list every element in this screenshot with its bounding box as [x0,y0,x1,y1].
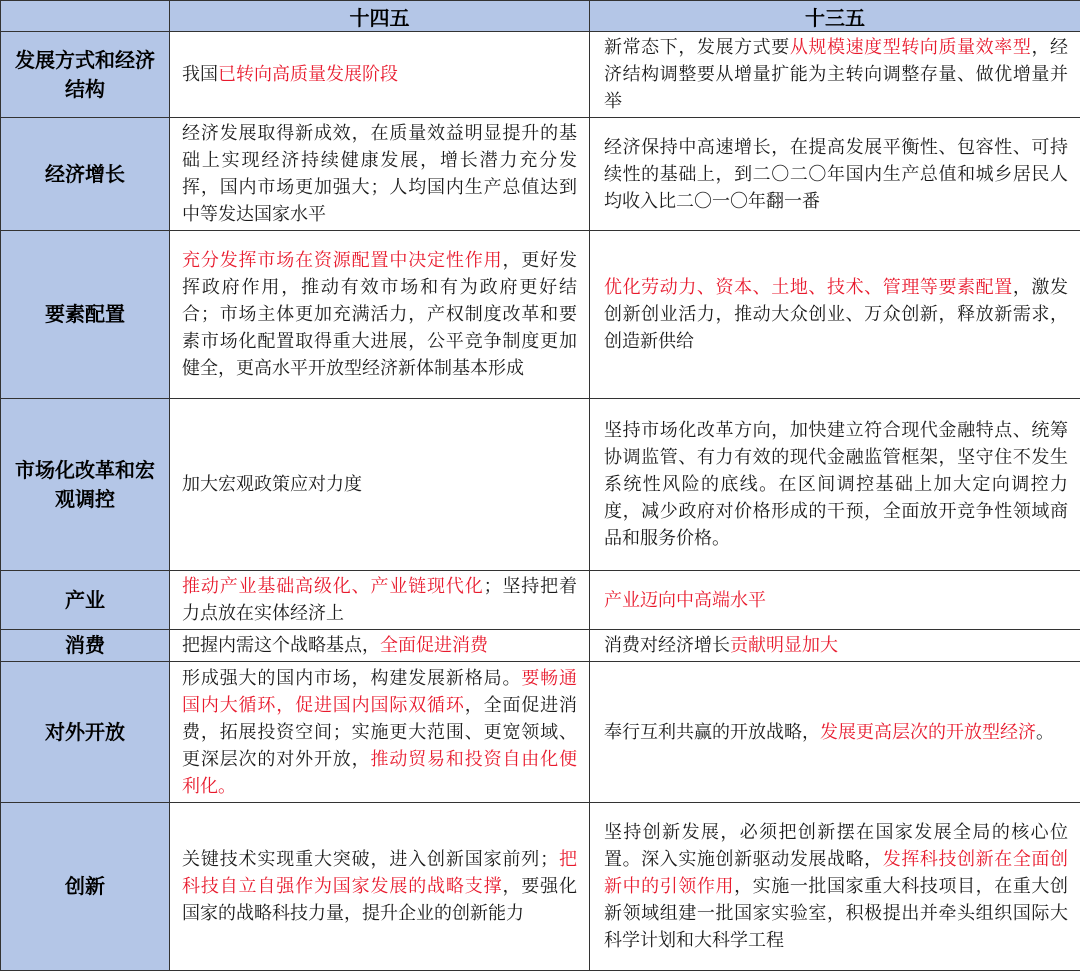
body-text: 我国 [182,64,218,85]
row-label: 发展方式和经济结构 [1,32,170,118]
body-text: 消费对经济增长 [604,635,730,656]
cell-13th [590,662,1080,803]
highlight-text: 产业迈向中高端水平 [604,590,766,611]
highlight-text: 全面促进消费 [380,635,488,656]
highlight-text: 从规模速度型转向质量效率型 [790,37,1032,58]
body-text: ，经济结构调整要从增量扩能为主转向调整存量、做优增量并举 [604,37,1068,112]
body-text: 经济发展取得新成效，在质量效益明显提升的基础上实现经济持续健康发展，增长潜力充分发挥，国内市场更加强大；人均国内生产总值达到中等发达国家水平 [182,123,577,225]
table-row [1,231,1080,399]
row-label: 市场化改革和宏观调控 [1,399,170,571]
header-row [1,1,1080,32]
cell-14th [170,803,590,971]
highlight-text: 已转向高质量发展阶段 [218,64,398,85]
body-text: 经济保持中高速增长，在提高发展平衡性、包容性、可持续性的基础上，到二〇二〇年国内生产总值和城乡居民人均收入比二〇一〇年翻一番 [604,137,1068,212]
highlight-text: 充分发挥市场在资源配置中决定性作用 [182,250,502,271]
body-text: 坚持市场化改革方向，加快建立符合现代金融特点、统筹协调监管、有力有效的现代金融监管框架，坚守住不发生系统性风险的底线。在区间调控基础上加大定向调控力度，减少政府对价格形成的干预，全面放开竞争性领域商品和服务价格。 [604,420,1068,549]
cell-14th [170,630,590,662]
body-text: ，更好发挥政府作用，推动有效市场和有为政府更好结合；市场主体更加充满活力，产权制度改革和要素市场化配置取得重大进展，公平竞争制度更加健全，更高水平开放型经济新体制基本形成 [182,250,577,379]
highlight-text: 把科技自立自强作为国家发展的战略支撑 [182,849,577,897]
table-row [1,630,1080,662]
highlight-text: 要畅通国内大循环，促进国内国际双循环 [182,668,577,716]
table-row [1,571,1080,630]
body-text: ，实施一批国家重大科技项目，在重大创新领域组建一批国家实验室，积极提出并牵头组织国际大科学计划和大科学工程 [604,876,1068,951]
cell-14th [170,399,590,571]
table-row [1,32,1080,118]
cell-13th [590,118,1080,231]
cell-13th [590,32,1080,118]
row-label: 对外开放 [1,662,170,803]
row-label: 产业 [1,571,170,630]
cell-13th [590,803,1080,971]
row-label: 消费 [1,630,170,662]
cell-14th [170,662,590,803]
col-header-14th: 十四五 [170,1,590,32]
highlight-text: 发挥科技创新在全面创新中的引领作用 [604,849,1068,897]
body-text: 新常态下，发展方式要 [604,37,790,58]
highlight-text: 推动产业基础高级化、产业链现代化 [182,576,484,597]
highlight-text: 贡献明显加大 [730,635,838,656]
body-text: ，激发创新创业活力，推动大众创业、万众创新，释放新需求，创造新供给 [604,277,1068,352]
cell-13th [590,399,1080,571]
cell-14th [170,571,590,630]
row-label: 要素配置 [1,231,170,399]
body-text: 形成强大的国内市场，构建发展新格局。 [182,668,521,689]
table-row [1,399,1080,571]
table-row [1,662,1080,803]
body-text: 。 [1036,722,1054,743]
cell-13th [590,571,1080,630]
highlight-text: 优化劳动力、资本、土地、技术、管理等要素配置 [604,277,1013,298]
row-label: 经济增长 [1,118,170,231]
corner-cell [1,1,170,32]
row-label: 创新 [1,803,170,971]
body-text: ；坚持把着力点放在实体经济上 [182,576,577,624]
body-text: ，全面促进消费，拓展投资空间；实施更大范围、更宽领域、更深层次的对外开放， [182,695,577,770]
body-text: 奉行互利共赢的开放战略， [604,722,820,743]
cell-14th [170,118,590,231]
cell-13th [590,231,1080,399]
highlight-text: 发展更高层次的开放型经济 [820,722,1036,743]
body-text: 关键技术实现重大突破，进入创新国家前列； [182,849,558,870]
body-text: 加大宏观政策应对力度 [182,474,362,495]
cell-13th [590,630,1080,662]
cell-14th [170,32,590,118]
body-text: ，要强化国家的战略科技力量，提升企业的创新能力 [182,876,577,924]
highlight-text: 推动贸易和投资自由化便利化。 [182,749,577,797]
body-text: 坚持创新发展，必须把创新摆在国家发展全局的核心位置。深入实施创新驱动发展战略， [604,822,1068,870]
table-row [1,803,1080,971]
body-text: 把握内需这个战略基点， [182,635,380,656]
cell-14th [170,231,590,399]
table-row [1,118,1080,231]
col-header-13th: 十三五 [590,1,1080,32]
